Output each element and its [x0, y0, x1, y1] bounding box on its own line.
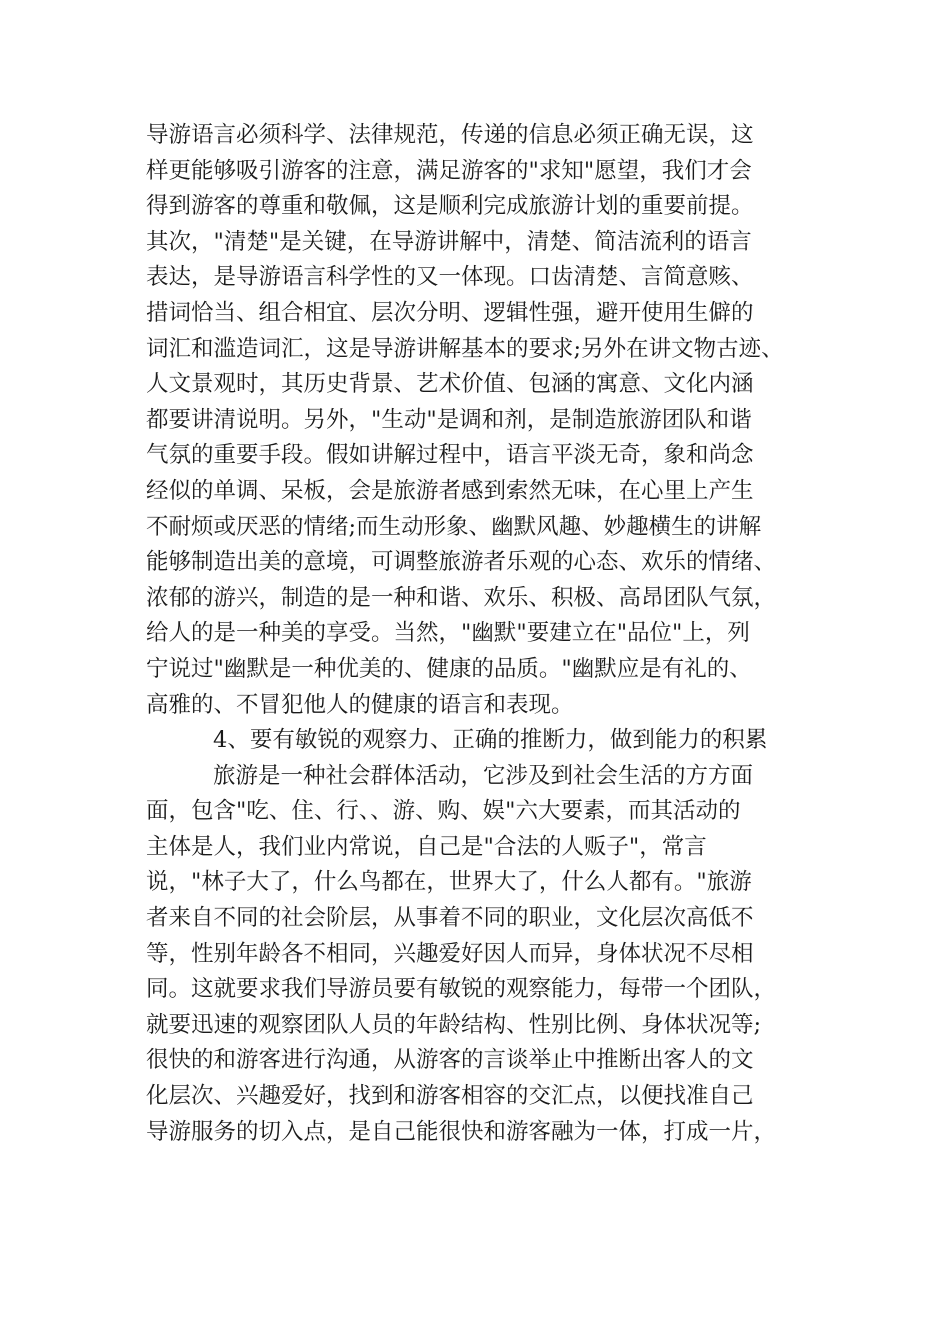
text-line: 就要迅速的观察团队人员的年龄结构、性别比例、身体状况等;: [146, 1011, 762, 1038]
text-line: 同。这就要求我们导游员要有敏锐的观察能力，每带一个团队，: [146, 976, 777, 1003]
body-text: [146, 118, 826, 1150]
text-line: 导游语言必须科学、法律规范，传递的信息必须正确无误，这: [146, 122, 754, 148]
text-line: 面，包含"吃、住、行、、游、购、娱"六大要素，而其活动的: [146, 798, 741, 825]
text-line: 其次，"清楚"是关键，在导游讲解中，清楚、简洁流利的语言: [146, 228, 752, 255]
text-line: 不耐烦或厌恶的情绪;而生动形象、幽默风趣、妙趣横生的讲解: [146, 513, 762, 540]
text-line: 都要讲清说明。另外，"生动"是调和剂，是制造旅游团队和谐: [146, 406, 752, 433]
text-line: 能够制造出美的意境，可调整旅游者乐观的心态、欢乐的情绪、: [146, 549, 777, 576]
text-line: 化层次、兴趣爱好，找到和游客相容的交汇点，以便找准自己: [146, 1083, 754, 1110]
text-line: 高雅的、不冒犯他人的健康的语言和表现。: [146, 691, 574, 718]
text-line: 宁说过"幽默是一种优美的、健康的品质。"幽默应是有礼的、: [146, 655, 752, 682]
text-line: 很快的和游客进行沟通，从游客的言谈举止中推断出客人的文: [146, 1047, 754, 1074]
text-line: 气氛的重要手段。假如讲解过程中，语言平淡无奇，象和尚念: [146, 442, 754, 469]
text-line: 给人的是一种美的享受。当然，"幽默"要建立在"品位"上，列: [146, 620, 750, 647]
text-line: 旅游是一种社会群体活动，它涉及到社会生活的方方面: [213, 762, 754, 789]
text-line: 4、要有敏锐的观察力、正确的推断力，做到能力的积累: [213, 727, 768, 754]
text-line: 浓郁的游兴，制造的是一种和谐、欢乐、积极、高昂团队气氛，: [146, 584, 777, 611]
text-line: 得到游客的尊重和敬佩，这是顺利完成旅游计划的重要前提。: [146, 193, 754, 220]
text-line: 导游服务的切入点，是自己能很快和游客融为一体，打成一片，: [146, 1118, 777, 1145]
text-line: 词汇和滥造词汇，这是导游讲解基本的要求;另外在讲文物古迹、: [146, 335, 784, 362]
text-line: 经似的单调、呆板，会是旅游者感到索然无味，在心里上产生: [146, 477, 754, 504]
text-line: 表达，是导游语言科学性的又一体现。口齿清楚、言简意赅、: [146, 264, 754, 291]
text-line: 说，"林子大了，什么鸟都在，世界大了，什么人都有。"旅游: [146, 869, 752, 896]
text-line: 人文景观时，其历史背景、艺术价值、包涵的寓意、文化内涵: [146, 371, 754, 398]
text-line: 者来自不同的社会阶层，从事着不同的职业，文化层次高低不: [146, 905, 754, 932]
text-line: 样更能够吸引游客的注意，满足游客的"求知"愿望，我们才会: [146, 157, 752, 184]
text-line: 等，性别年龄各不相同，兴趣爱好因人而异，身体状况不尽相: [146, 940, 754, 967]
text-line: 措词恰当、组合相宜、层次分明、逻辑性强，避开使用生僻的: [146, 299, 754, 326]
text-line: 主体是人，我们业内常说，自己是"合法的人贩子"，常言: [146, 833, 707, 860]
